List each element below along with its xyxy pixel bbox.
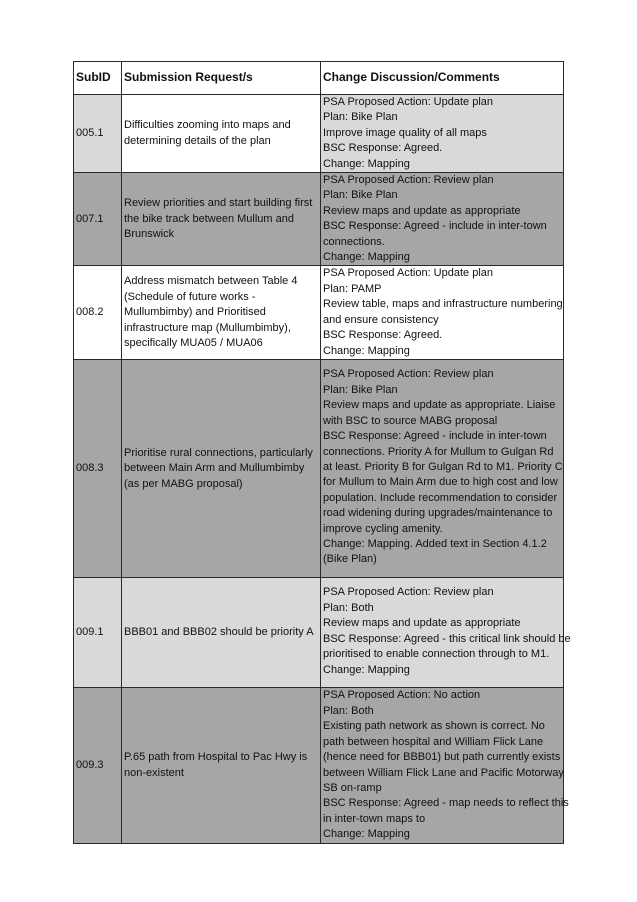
submissions-table — [73, 61, 571, 844]
row-subid: 007.1 — [74, 173, 122, 266]
comment-line: with BSC to source MABG proposal — [323, 414, 498, 427]
table-row — [74, 95, 564, 173]
comment-line: Review maps and update as appropriate. Liaise — [323, 399, 556, 412]
row-subid: 008.2 — [74, 266, 122, 360]
comment-line: BSC Response: Agreed - include in inter-town — [323, 430, 547, 443]
comment-line: path between hospital and William Flick Lane — [323, 735, 544, 748]
row-comments — [321, 173, 564, 266]
comment-line: Change: Mapping — [323, 828, 410, 841]
comment-line: Improve image quality of all maps — [323, 126, 487, 139]
row-request: Review priorities and start building first the bike track between Mullum and Brunswick — [122, 173, 321, 266]
row-subid: 008.3 — [74, 360, 122, 578]
comment-line: Change: Mapping. Added text in Section 4.1.2 — [323, 537, 547, 550]
comment-line: BSC Response: Agreed. — [323, 329, 443, 342]
comment-line: BSC Response: Agreed - include in inter-town — [323, 220, 547, 233]
comment-line: connections. — [323, 235, 385, 248]
comment-line: Change: Mapping — [323, 157, 410, 170]
row-request: BBB01 and BBB02 should be priority A — [122, 578, 321, 688]
comment-line: Change: Mapping — [323, 663, 410, 676]
comment-line: PSA Proposed Action: No action — [323, 689, 481, 702]
comment-line: Existing path network as shown is correct. No — [323, 720, 545, 733]
row-subid: 009.3 — [74, 688, 122, 843]
comment-line: BSC Response: Agreed. — [323, 142, 443, 155]
table-row — [74, 266, 564, 360]
row-comments — [321, 266, 564, 360]
row-comments — [321, 95, 564, 173]
comment-line: at least. Priority B for Gulgan Rd to M1. Priority C — [323, 460, 563, 473]
comment-line: SB on-ramp — [323, 781, 382, 794]
row-comments — [321, 688, 569, 843]
row-request: P.65 path from Hospital to Pac Hwy is non-existent — [122, 688, 321, 843]
comment-line: connections. Priority A for Mullum to Gulgan Rd — [323, 445, 554, 458]
comment-line: Plan: PAMP — [323, 282, 382, 295]
row-subid: 005.1 — [74, 95, 122, 173]
comment-line: PSA Proposed Action: Review plan — [323, 586, 494, 599]
header-request: Submission Request/s — [122, 62, 321, 95]
comment-line: for Mullum to Main Arm due to high cost and low — [323, 476, 558, 489]
comment-line: Plan: Bike Plan — [323, 189, 398, 202]
comment-line: Review maps and update as appropriate — [323, 617, 521, 630]
row-request: Address mismatch between Table 4 (Schedule of future works - Mullumbimby) and Prioritised infrastructure map (Mullumbimby), specifically MUA05 / MUA06 — [122, 266, 321, 360]
header-row — [74, 62, 564, 95]
comment-line: PSA Proposed Action: Update plan — [323, 267, 494, 280]
comment-line: (Bike Plan) — [323, 553, 377, 566]
comment-line: Change: Mapping — [323, 344, 410, 357]
row-request: Prioritise rural connections, particularly between Main Arm and Mullumbimby (as per MABG proposal) — [122, 360, 321, 578]
row-request: Difficulties zooming into maps and determining details of the plan — [122, 95, 321, 173]
comment-line: Review maps and update as appropriate — [323, 204, 521, 217]
comment-line: PSA Proposed Action: Update plan — [323, 96, 494, 108]
table-row — [74, 578, 564, 688]
comment-line: prioritised to enable connection through to M1. — [323, 648, 550, 661]
comment-line: Plan: Both — [323, 601, 374, 614]
table-row — [74, 360, 564, 578]
comment-line: Plan: Bike Plan — [323, 383, 398, 396]
comment-line: improve cycling amenity. — [323, 522, 443, 535]
table-row — [74, 688, 564, 843]
row-comments — [321, 360, 564, 578]
comment-line: BSC Response: Agreed - this critical link should be — [323, 632, 571, 645]
comment-line: PSA Proposed Action: Review plan — [323, 174, 494, 187]
comment-line: Change: Mapping — [323, 251, 410, 264]
comment-line: (hence need for BBB01) but path currently exists — [323, 751, 561, 764]
comment-line: road widening during upgrades/maintenance to — [323, 507, 553, 520]
row-subid: 009.1 — [74, 578, 122, 688]
comment-line: population. Include recommendation to consider — [323, 491, 558, 504]
table-row — [74, 173, 564, 266]
row-comments — [321, 578, 571, 688]
comment-line: Review table, maps and infrastructure numbering — [323, 298, 563, 311]
comment-line: Plan: Both — [323, 704, 374, 717]
header-subid: SubID — [74, 62, 122, 95]
header-comments: Change Discussion/Comments — [321, 62, 564, 95]
comment-line: between William Flick Lane and Pacific Motorway — [323, 766, 564, 779]
comment-line: Plan: Bike Plan — [323, 111, 398, 124]
comment-line: PSA Proposed Action: Review plan — [323, 368, 494, 381]
comment-line: and ensure consistency — [323, 313, 439, 326]
submissions-table-page — [73, 61, 571, 844]
comment-line: in inter-town maps to — [323, 812, 426, 825]
comment-line: BSC Response: Agreed - map needs to reflect this — [323, 797, 569, 810]
